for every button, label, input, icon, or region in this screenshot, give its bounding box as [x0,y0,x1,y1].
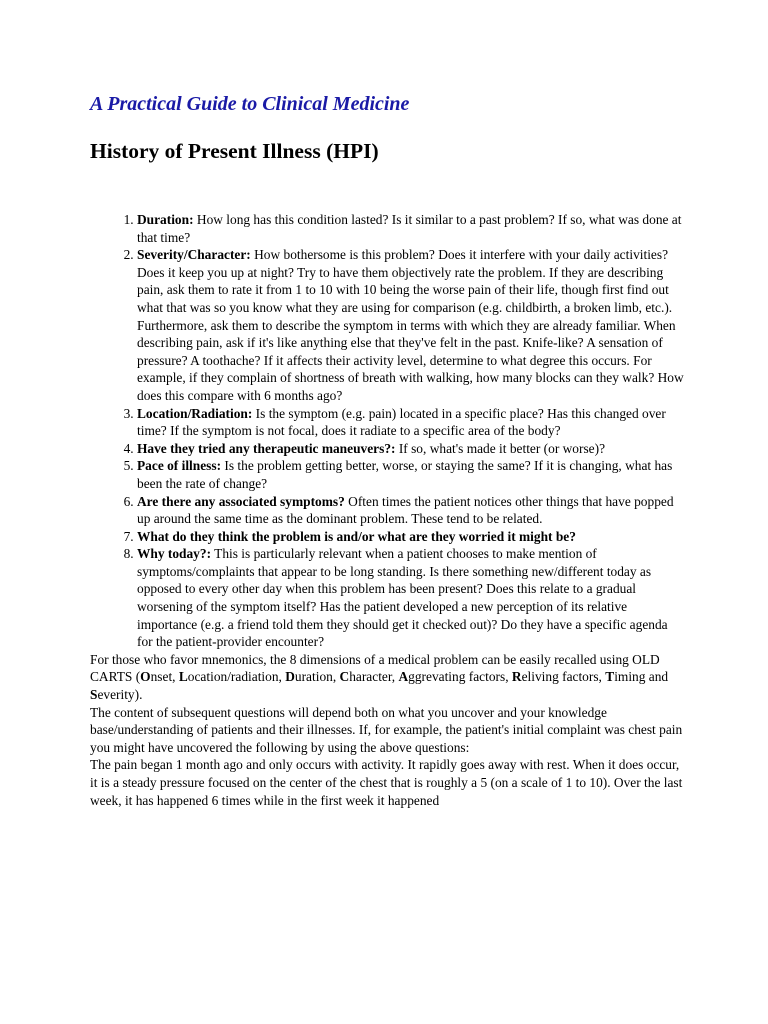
mnemonic-letter: D [285,669,295,685]
list-item [137,545,684,651]
mnemonic-word: ocation/radiation, [187,669,286,685]
list-item [137,211,684,246]
list-item-label: Pace of illness: [137,458,222,474]
list-item-text: This is particularly relevant when a patient chooses to make mention of symptoms/complaints that appear to be long standing. Is there something new/different today as opposed to every other day when this problem has been present? Does this relate to a gradual worsening of the symptom itself? Has the patient developed a new perception of its relative importance (e.g. a friend told them they should get it checked out)? Do they have a specific agenda for the patient-provider encounter? [137,546,668,650]
list-item-label: Are there any associated symptoms? [137,493,345,509]
section-title: History of Present Illness (HPI) [90,139,379,163]
list-item-label: Have they tried any therapeutic maneuvers?: [137,440,396,456]
list-item-text: How bothersome is this problem? Does it interfere with your daily activities? Does it keep you up at night? Try to have them objectively rate the problem. If they are describing pain, ask them to rate it from 1 to 10 with 10 being the worse pain of their life, though first find out what that was so you know what they are using for comparison (e.g. childbirth, a broken limb, etc.). Furthermore, ask them to describe the symptom in terms with which they are already familiar. When describing pain, ask if it's like anything else that they've felt in the past. Knife-like? A sensation of pressure? A toothache? If it affects their activity level, determine to what degree this occurs. For example, if they complain of shortness of breath with walking, how many blocks can they walk? How does this compare with 6 months ago? [137,247,684,403]
list-item [137,457,684,492]
mnemonic-letter: O [140,669,151,685]
mnemonic-letter: T [605,669,615,685]
list-item [137,493,684,528]
mnemonic-intro: For those who favor mnemonics, the 8 dimensions of a medical problem can be easily recalled using OLD CARTS ( [90,651,660,685]
list-item [137,246,684,404]
list-item-label: Location/Radiation: [137,405,253,421]
list-item [137,528,684,546]
document-page [90,92,684,809]
mnemonic-letter: C [339,669,350,685]
mnemonic-word: everity). [97,687,143,703]
list-item [137,405,684,440]
list-item-label: Why today?: [137,546,212,562]
mnemonic-letter: A [398,669,409,685]
list-item-label: Duration: [137,212,194,227]
mnemonic-word: uration, [294,669,340,685]
mnemonic-word: nset, [150,669,179,685]
mnemonic-letter: R [511,669,522,685]
hpi-dimensions-list [90,211,684,651]
list-item-text: Is the problem getting better, worse, or staying the same? If it is changing, what has been the rate of change? [137,458,673,491]
list-item-label: What do they think the problem is and/or what are they worried it might be? [137,528,576,544]
mnemonic-word: eliving factors, [521,669,606,685]
document-title: A Practical Guide to Clinical Medicine [90,93,410,115]
list-item-text: Is the symptom (e.g. pain) located in a specific place? Has this changed over time? If the symptom is not focal, does it radiate to a specific area of the body? [137,405,666,439]
list-item-text: How long has this condition lasted? Is it similar to a past problem? If so, what was done at that time? [137,212,682,245]
mnemonic-word: iming and [614,669,669,685]
example-paragraph: The pain began 1 month ago and only occurs with activity. It rapidly goes away with rest. When it does occur, it is a steady pressure focused on the center of the chest that is roughly a 5 (on a scale of 1 to 10). Over the last week, it has happened 6 times while in the first week it happened [90,757,683,808]
list-item-text: If so, what's made it better (or worse)? [395,440,606,456]
list-item-text: Often times the patient notices other things that have popped up around the same time as the dominant problem. These tend to be related. [137,493,674,527]
mnemonic-paragraph [90,651,684,704]
list-item [137,440,684,458]
list-item-label: Severity/Character: [137,247,251,263]
mnemonic-letter: S [90,687,98,703]
mnemonic-word: ggrevating factors, [408,669,509,685]
mnemonic-word: haracter, [349,669,399,685]
content-paragraph: The content of subsequent questions will depend both on what you uncover and your knowledge base/understanding of patients and their illnesses. If, for example, the patient's initial complaint was chest pain you might have uncovered the following by using the above questions: [90,704,683,755]
mnemonic-letter: L [178,669,188,685]
